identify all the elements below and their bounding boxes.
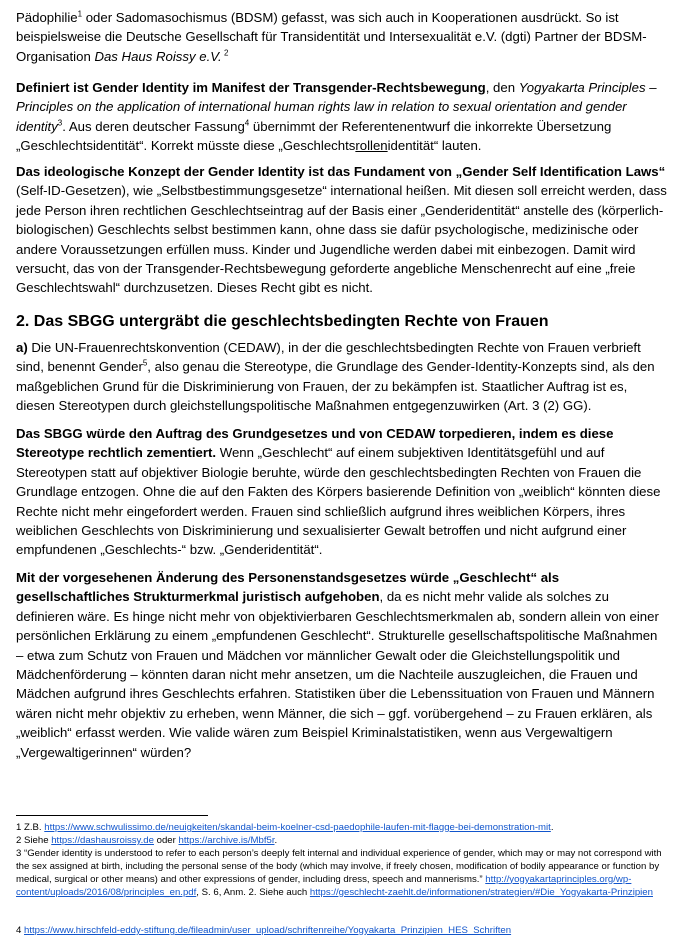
fn2-link-2[interactable]: https://archive.is/Mbf5r xyxy=(178,834,275,846)
p3-bold: Das ideologische Konzept der Gender Identity ist das Fundament von „Gender Self Identification Laws“ xyxy=(16,164,666,179)
p1-italic: Das Haus Roissy e.V. xyxy=(94,48,222,64)
section-heading: 2. Das SBGG untergräbt die geschlechtsbedingten Rechte von Frauen xyxy=(16,313,549,330)
footnote-ref-5[interactable]: 5 xyxy=(142,359,148,369)
paragraph-1 xyxy=(16,8,668,66)
fn4-number: 4 xyxy=(16,925,22,935)
footnote-1 xyxy=(16,822,668,835)
fn2-link-1[interactable]: https://dashausroissy.de xyxy=(51,834,154,846)
p2-text-c: übernimmt der Referentenentwurf die inkorrekte Übersetzung „Geschlechtsidentität“. Korrekt müsste diese „Geschlechts xyxy=(16,118,612,154)
paragraph-3 xyxy=(16,162,668,298)
footnote-separator xyxy=(16,815,208,816)
p5-bold: Das SBGG würde den Auftrag des Grundgesetzes und von CEDAW torpedieren, indem es diese Stereotype rechtlich zementiert. xyxy=(16,426,614,461)
paragraph-5 xyxy=(16,424,668,560)
paragraph-4 xyxy=(16,338,668,416)
footnote-3 xyxy=(16,848,668,900)
fn2-number: 2 xyxy=(16,834,22,846)
p6-text: , da es nicht mehr valide als solches zu definieren wäre. Es hinge nicht mehr von objektivierbaren Geschlechtsmerkmalen ab, sondern allein von einer persönlichen Erklärung zu einem „empfundenen Geschlecht“. Strukturelle gesellschaftspolitische Maßnahmen – etwa zum Schutz von Frauen und Mädchen vor männlicher Gewalt oder die Gleichstellungspolitik und Mädchenförderung – könnten daran nicht mehr ansetzen, um die Nachteile auszugleichen, die Frauen und Mädchen aufgrund ihres Geschlechts erfahren. Statistiken über die Lebenssituation von Frauen und Männern wären nicht mehr objektiv zu erheben, wenn Männer, die sich – ggf. vorübergehend – zu Frauen erklären, als „weiblich“ erfasst werden. Wie valide wären zum Beispiel Kriminalstatistiken, wenn aus Vergewaltigern „Vergewaltigerinnen“ würden? xyxy=(16,589,659,760)
p2-bold: Definiert ist Gender Identity im Manifest der Transgender-Rechtsbewegung xyxy=(16,80,486,95)
p4-text-a: Die UN-Frauenrechtskonvention (CEDAW), in der die geschlechtsbedingten Rechte von Frauen verbrieft sind, benennt Gender xyxy=(16,340,641,375)
p2-text-a: , den xyxy=(485,80,519,95)
p2-text-d: identität“ lauten. xyxy=(387,138,482,154)
footnote-ref-1[interactable]: 1 xyxy=(77,9,83,19)
footnote-ref-2[interactable]: 2 xyxy=(221,48,229,58)
p2-underlined: rollen xyxy=(355,138,388,154)
fn3-number: 3 xyxy=(16,847,22,859)
fn2-mid: oder xyxy=(153,834,179,846)
fn3-mid: , S. 6, Anm. 2. Siehe auch xyxy=(196,886,310,898)
footnotes xyxy=(16,822,668,899)
p6-bold: Mit der vorgesehenen Änderung des Personenstandsgesetzes würde „Geschlecht“ als gesellschaftliches Strukturmerkmal juristisch aufgehoben xyxy=(16,570,560,605)
paragraph-2 xyxy=(16,78,668,156)
fn2-pre: Siehe xyxy=(21,834,52,846)
p2-italic: Yogyakarta Principles – Principles on the application of international human rights law in relation to sexual orientation and gender identity xyxy=(16,80,657,134)
footnote-2 xyxy=(16,835,668,848)
fn1-post: . xyxy=(550,822,554,833)
fn3-link-1[interactable]: http://yogyakartaprinciples.org/wp-content/uploads/2016/08/principles_en.pdf xyxy=(16,873,632,898)
fn4-link[interactable]: https://www.hirschfeld-eddy-stiftung.de/fileadmin/user_upload/schriftenreihe/Yogyakarta_Prinzipien_HES_Schriften xyxy=(24,925,512,935)
p4-bold: a) xyxy=(16,340,28,355)
fn2-post: . xyxy=(274,834,278,846)
fn3-link-2[interactable]: https://geschlecht-zaehlt.de/informationen/strategien/#Die_Yogyakarta-Prinzipien xyxy=(309,886,653,898)
p4-text-b: , also genau die Stereotype, die Grundlage des Gender-Identity-Konzepts sind, als den maßgeblichen Grund für die Diskriminierung von Frauen, der zu bekämpfen ist. Staatlicher Auftrag ist es, diesen Stereotypen durch gleichstellungspolitische Maßnahmen entgegenzuwirken (Art. 3 (2) GG). xyxy=(16,359,655,414)
p1-text-a: Pädophilie xyxy=(16,10,78,25)
fn1-pre: Z.B. xyxy=(21,822,45,833)
p2-text-b: . Aus deren deutscher Fassung xyxy=(62,118,245,134)
fn3-text: “Gender identity is understood to refer to each person’s deeply felt internal and individual experience of gender, which may or may not correspond with the sex assigned at birth, including the personal sense of the body (which may involve, if freely chosen, modification of bodily appearance or function by medical, surgical or other means) and other expressions of gender, including dress, speech and mannerisms.” xyxy=(16,847,662,885)
fn1-number: 1 xyxy=(16,822,22,833)
p5-text: Wenn „Geschlecht“ auf einem subjektiven Identitätsgefühl und auf Stereotypen statt auf objektiver Biologie beruhte, würde den geschlechtsbedingten Rechten von Frauen die Grundlage entzogen. Ohne die auf den Fakten des Körpers basierende Definition von „weiblich“ könnten diese Rechte nicht mehr eingefordert werden. Frauen sind schließlich aufgrund ihres weiblichen Körpers, ihres weiblichen Geschlechts von Diskriminierung und sexualisierter Gewalt betroffen und nicht aufgrund einer empfundenen „Geschlechts-“ bzw. „Genderidentität“. xyxy=(16,445,661,558)
footnote-ref-3[interactable]: 3 xyxy=(57,118,63,128)
p1-text-b: oder Sadomasochismus (BDSM) gefasst, was sich auch in Kooperationen ausdrückt. So ist beispielsweise die Deutsche Gesellschaft für Transidentität und Intersexualität e.V. (dgti) Partner der BDSM-Organisation xyxy=(16,10,647,64)
p3-text: (Self-ID-Gesetzen), wie „Selbstbestimmungsgesetze“ international heißen. Mit diesen soll erreicht werden, dass jede Person ihren rechtlichen Geschlechtseintrag auf der Basis einer „Genderidentität“ anstelle des (körperlich-biologischen) Geschlechts selbst bestimmen kann, ohne dass sie dafür psychologische, medizinische oder andere Voraussetzungen erfüllen muss. Kinder und Jugendliche werden dabei mit einbezogen. Damit wird versucht, das von der Transgender-Rechtsbewegung geforderte angebliche Menschenrecht auf eine „freie Geschlechtswahl“ durchzusetzen. Dieses Recht gibt es nicht. xyxy=(16,183,667,296)
fn1-link[interactable]: https://www.schwulissimo.de/neuigkeiten/skandal-beim-koelner-csd-paedophile-laufen-mit-flagge-bei-demonstration-mit xyxy=(44,822,551,833)
paragraph-6 xyxy=(16,568,668,762)
footnote-4-clipped xyxy=(16,925,668,935)
footnote-ref-4[interactable]: 4 xyxy=(244,118,250,128)
